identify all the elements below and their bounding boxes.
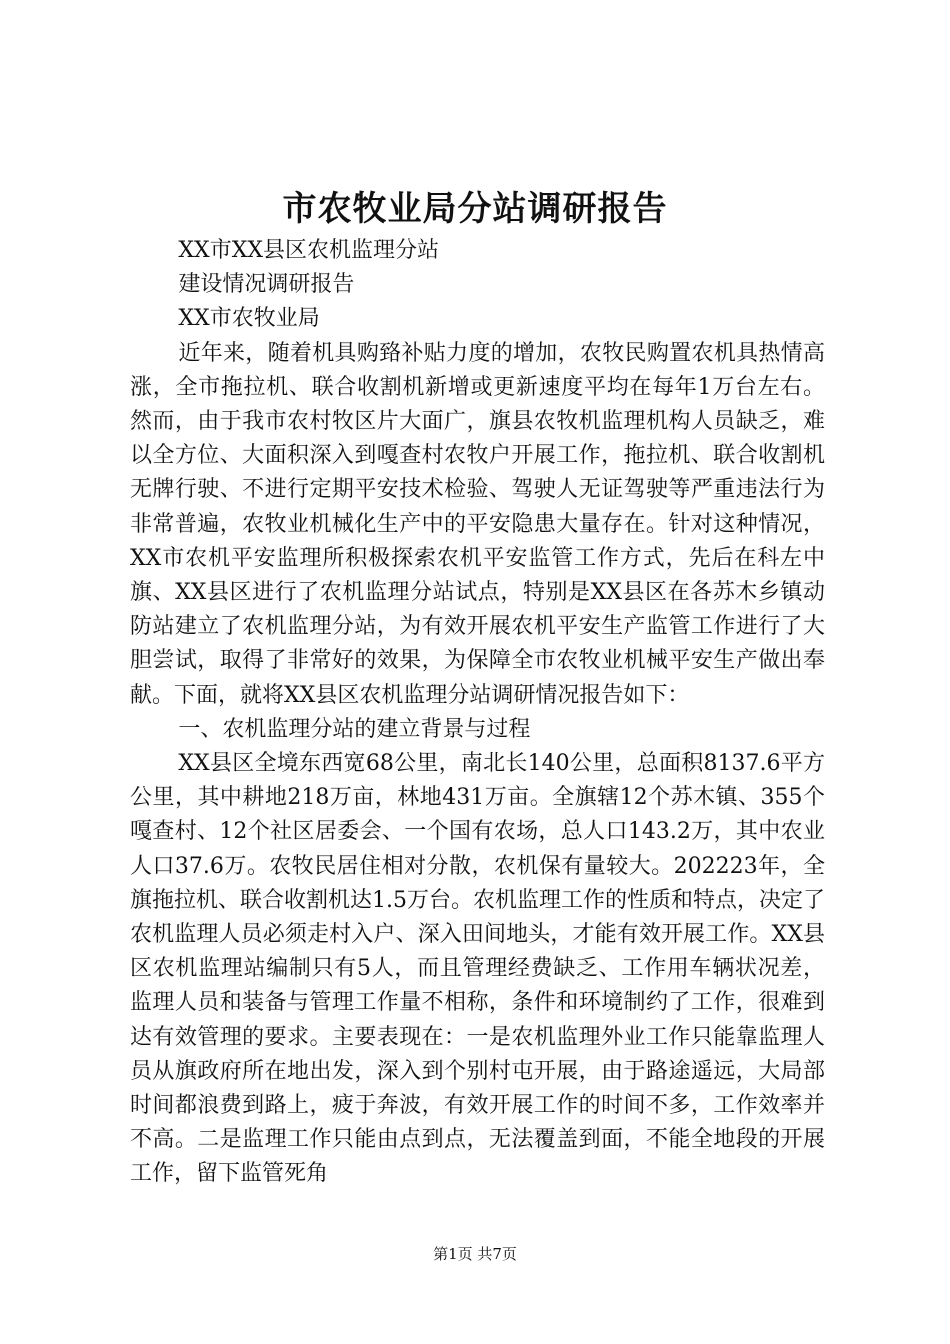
paragraph-author-line: XX市农牧业局 [178, 306, 320, 332]
paragraph-section-1: XX县区全境东西宽68公里，南北长140公里，总面积8137.6平方公里，其中耕地218万亩，林地431万亩。全旗辖12个苏木镇、355个嘎查村、12个社区居委会、一个国有农场，总人口143.2万，其中农业人口37.6万。农牧民居住相对分散，农机保有量较大。202223年，全旗拖拉机、联合收割机达1.5万台。农机监理工作的性质和特点，决定了农机监理人员必须走村入户、深入田间地头，才能有效开展工作。XX县区农机监理站编制只有5人，而且管理经费缺乏、工作用车辆状况差，监理人员和装备与管理工作量不相称，条件和环境制约了工作，很难到达有效管理的要求。主要表现在：一是农机监理外业工作只能靠监理人员从旗政府所在地出发，深入到个别村屯开展，由于路途遥远，大局部时间都浪费到路上，疲于奔波，有效开展工作的时间不多，工作效率并不高。二是监理工作只能由点到点，无法覆盖到面，不能全地段的开展工作，留下监管死角 [130, 751, 825, 1187]
document-body [130, 234, 825, 1192]
document-title: 市农牧业局分站调研报告 [282, 189, 668, 229]
section-heading-1: 一、农机监理分站的建立背景与过程 [178, 716, 531, 742]
paragraph-subtitle-line: 建设情况调研报告 [178, 272, 355, 298]
page-number-footer: 第1页 共7页 [433, 1245, 517, 1263]
paragraph-org-line: XX市XX县区农机监理分站 [178, 238, 440, 263]
paragraph-intro: 近年来，随着机具购臵补贴力度的增加，农牧民购置农机具热情高涨，全市拖拉机、联合收割机新增或更新速度平均在每年1万台左右。然而，由于我市农村牧区片大面广，旗县农牧机监理机构人员缺乏，难以全方位、大面积深入到嘎查村农牧户开展工作，拖拉机、联合收割机无牌行驶、不进行定期平安技术检验、驾驶人无证驾驶等严重违法行为非常普遍，农牧业机械化生产中的平安隐患大量存在。针对这种情况，XX市农机平安监理所积极探索农机平安监管工作方式，先后在科左中旗、XX县区进行了农机监理分站试点，特别是XX县区在各苏木乡镇动防站建立了农机监理分站，为有效开展农机平安生产监管工作进行了大胆尝试，取得了非常好的效果，为保障全市农牧业机械平安生产做出奉献。下面，就将XX县区农机监理分站调研情况报告如下： [130, 340, 825, 708]
